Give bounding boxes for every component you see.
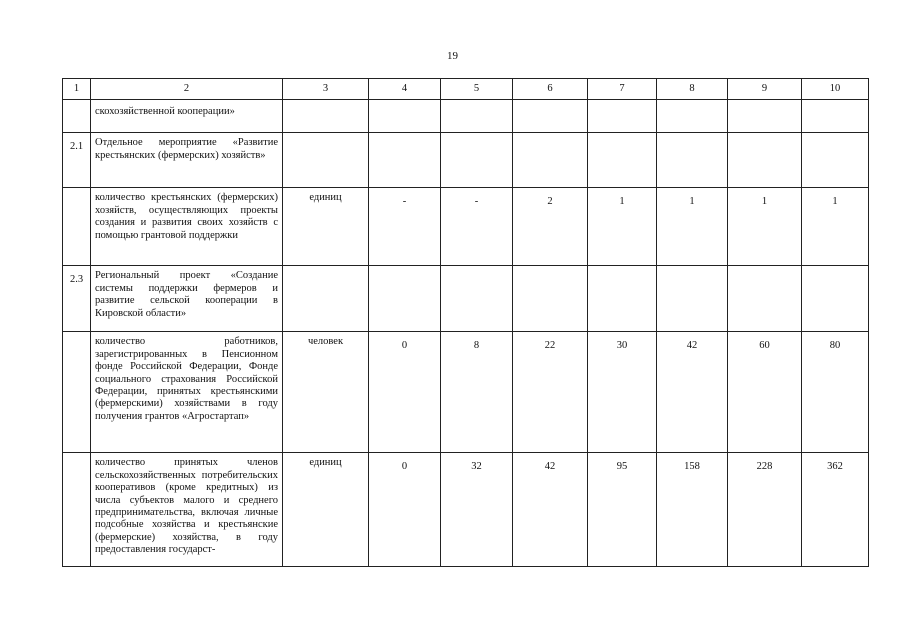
row-value: 1 xyxy=(657,188,728,266)
column-header: 1 xyxy=(63,79,91,100)
row-value xyxy=(513,100,588,133)
row-value xyxy=(588,133,657,188)
row-index xyxy=(63,332,91,453)
row-index xyxy=(63,100,91,133)
column-header: 3 xyxy=(283,79,369,100)
column-header: 6 xyxy=(513,79,588,100)
row-value: 22 xyxy=(513,332,588,453)
table-header-row xyxy=(63,79,869,100)
row-value: 2 xyxy=(513,188,588,266)
row-description: количество работников, зарегистрированных в Пенсионном фонде Российской Федерации, Фонде социального страхования Российской Федерации, принятых крестьянскими (фермерскими) хозяйствами в году получения грантов «Агростартап» xyxy=(91,332,283,453)
row-value: 228 xyxy=(728,453,802,567)
row-value: 42 xyxy=(513,453,588,567)
row-value xyxy=(657,100,728,133)
column-header: 2 xyxy=(91,79,283,100)
row-unit: единиц xyxy=(283,188,369,266)
row-value xyxy=(369,100,441,133)
row-index: 2.1 xyxy=(63,133,91,188)
column-header: 4 xyxy=(369,79,441,100)
row-value: 362 xyxy=(802,453,869,567)
row-value xyxy=(728,266,802,332)
table-row xyxy=(63,100,869,133)
row-value xyxy=(513,133,588,188)
row-value xyxy=(588,100,657,133)
row-value xyxy=(369,266,441,332)
row-value: 95 xyxy=(588,453,657,567)
row-unit: человек xyxy=(283,332,369,453)
row-description: Отдельное мероприятие «Развитие крестьянских (фермерских) хозяйств» xyxy=(91,133,283,188)
row-unit: единиц xyxy=(283,453,369,567)
row-value xyxy=(441,266,513,332)
table-row xyxy=(63,133,869,188)
row-value xyxy=(802,100,869,133)
row-value xyxy=(513,266,588,332)
row-value xyxy=(802,266,869,332)
column-header: 9 xyxy=(728,79,802,100)
row-unit xyxy=(283,100,369,133)
table-row xyxy=(63,453,869,567)
row-value xyxy=(657,266,728,332)
row-value xyxy=(728,133,802,188)
column-header: 7 xyxy=(588,79,657,100)
row-value: 1 xyxy=(588,188,657,266)
table-row xyxy=(63,332,869,453)
row-unit xyxy=(283,266,369,332)
column-header: 5 xyxy=(441,79,513,100)
table-row xyxy=(63,266,869,332)
column-header: 8 xyxy=(657,79,728,100)
row-value xyxy=(369,133,441,188)
page-number: 19 xyxy=(447,50,458,62)
row-value: 1 xyxy=(802,188,869,266)
column-header: 10 xyxy=(802,79,869,100)
row-value xyxy=(728,100,802,133)
row-value: 30 xyxy=(588,332,657,453)
row-value xyxy=(441,133,513,188)
row-value: 0 xyxy=(369,453,441,567)
indicators-table xyxy=(62,78,869,567)
row-description: количество крестьянских (фермерских) хозяйств, осуществляющих проекты создания и развития своих хозяйств с помощью грантовой поддержки xyxy=(91,188,283,266)
row-value: - xyxy=(369,188,441,266)
row-index: 2.3 xyxy=(63,266,91,332)
row-value: 0 xyxy=(369,332,441,453)
row-value: 8 xyxy=(441,332,513,453)
row-value: 80 xyxy=(802,332,869,453)
row-value xyxy=(657,133,728,188)
row-value: 1 xyxy=(728,188,802,266)
row-index xyxy=(63,453,91,567)
row-description: количество принятых членов сельскохозяйственных потребительских кооперативов (кроме кредитных) из числа субъектов малого и среднего предпринимательства, включая личные подсобные хозяйства и крестьянские (фермерские) хозяйства, в году предоставления государст- xyxy=(91,453,283,567)
row-unit xyxy=(283,133,369,188)
row-value: 158 xyxy=(657,453,728,567)
row-value xyxy=(441,100,513,133)
row-value: 32 xyxy=(441,453,513,567)
table-row xyxy=(63,188,869,266)
row-value xyxy=(588,266,657,332)
row-description: скохозяйственной кооперации» xyxy=(91,100,283,133)
row-value: 42 xyxy=(657,332,728,453)
row-value: 60 xyxy=(728,332,802,453)
row-description: Региональный проект «Создание системы поддержки фермеров и развитие сельской кооперации в Кировской области» xyxy=(91,266,283,332)
row-value xyxy=(802,133,869,188)
row-index xyxy=(63,188,91,266)
row-value: - xyxy=(441,188,513,266)
